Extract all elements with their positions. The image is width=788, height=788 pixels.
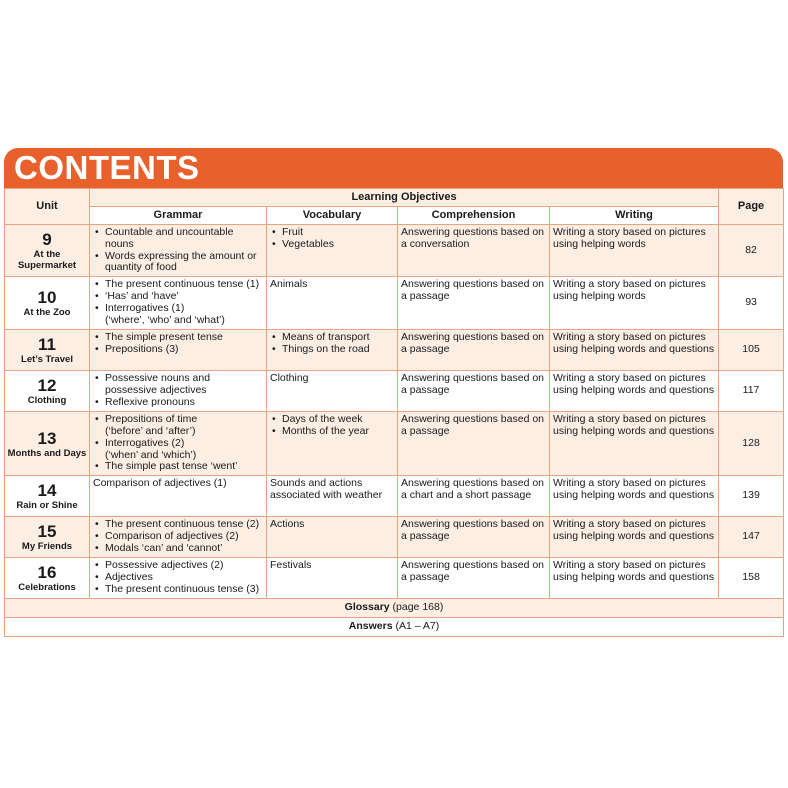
grammar-cell-item: • The simple present tense (105, 332, 263, 344)
writing-cell: Writing a story based on pictures using helping words and questions (550, 517, 719, 558)
comprehension-cell: Answering questions based on a chart and a short passage (398, 476, 550, 517)
unit-cell (5, 330, 90, 371)
vocabulary-cell (267, 277, 398, 330)
grammar-cell-item: • Possessive adjectives (2) (105, 560, 263, 572)
unit-row (5, 225, 784, 277)
unit-cell (5, 371, 90, 412)
grammar-cell (90, 225, 267, 277)
writing-cell: Writing a story based on pictures using helping words and questions (550, 330, 719, 371)
contents-table (4, 188, 784, 637)
header-grammar: Grammar (90, 207, 267, 225)
grammar-cell-list (93, 414, 263, 473)
unit-cell (5, 277, 90, 330)
vocabulary-cell (267, 330, 398, 371)
vocabulary-cell-text: Clothing (270, 372, 309, 385)
grammar-cell-item: • ‘Has’ and ‘have’ (105, 291, 263, 303)
grammar-cell (90, 558, 267, 599)
vocabulary-cell-list (270, 332, 394, 356)
unit-row (5, 277, 784, 330)
vocabulary-cell (267, 225, 398, 277)
grammar-cell-item: • Interrogatives (1) (105, 303, 263, 315)
page-number: 105 (719, 330, 784, 371)
unit-row (5, 558, 784, 599)
unit-name: Rain or Shine (16, 500, 78, 512)
grammar-cell-item: • Adjectives (105, 572, 263, 584)
header-writing: Writing (550, 207, 719, 225)
grammar-cell-item: • The present continuous tense (3) (105, 584, 263, 596)
vocabulary-cell-list (270, 227, 394, 251)
answers-detail: (A1 – A7) (395, 620, 440, 633)
vocabulary-cell-item: • Means of transport (282, 332, 394, 344)
grammar-cell (90, 330, 267, 371)
contents-panel (4, 148, 783, 637)
comprehension-cell: Answering questions based on a passage (398, 371, 550, 412)
comprehension-cell: Answering questions based on a conversation (398, 225, 550, 277)
grammar-cell-item: • The present continuous tense (1) (105, 279, 263, 291)
page-number: 128 (719, 412, 784, 476)
page-number: 117 (719, 371, 784, 412)
glossary-label: Glossary (344, 601, 390, 614)
unit-number: 16 (37, 563, 57, 583)
unit-cell (5, 558, 90, 599)
vocabulary-cell (267, 476, 398, 517)
glossary-detail: (page 168) (392, 601, 444, 614)
answers-cell (5, 618, 784, 637)
comprehension-cell: Answering questions based on a passage (398, 517, 550, 558)
writing-cell: Writing a story based on pictures using helping words and questions (550, 558, 719, 599)
grammar-cell-list (93, 373, 263, 408)
grammar-cell-item: • Countable and uncountable nouns (105, 227, 263, 251)
grammar-cell-list (93, 279, 263, 326)
unit-row (5, 330, 784, 371)
comprehension-cell: Answering questions based on a passage (398, 330, 550, 371)
header-vocabulary: Vocabulary (267, 207, 398, 225)
unit-number: 11 (38, 335, 56, 355)
glossary-cell (5, 599, 784, 618)
unit-row (5, 412, 784, 476)
vocabulary-cell-text: Festivals (270, 559, 312, 572)
header-page: Page (719, 189, 784, 225)
answers-row (5, 618, 784, 637)
unit-number: 12 (37, 376, 57, 396)
comprehension-cell: Answering questions based on a passage (398, 277, 550, 330)
page-number: 147 (719, 517, 784, 558)
grammar-cell-item: • Comparison of adjectives (2) (105, 531, 263, 543)
vocabulary-cell-item: • Things on the road (282, 344, 394, 356)
header-row-sub (5, 207, 784, 225)
unit-row (5, 476, 784, 517)
vocabulary-cell-item: • Days of the week (282, 414, 394, 426)
vocabulary-cell-item: • Fruit (282, 227, 394, 239)
grammar-cell-item: • Interrogatives (2) (105, 438, 263, 450)
header-row-top (5, 189, 784, 207)
grammar-cell (90, 517, 267, 558)
unit-cell (5, 517, 90, 558)
unit-name: At the Zoo (23, 307, 71, 319)
unit-number: 9 (42, 230, 52, 250)
header-learning-objectives: Learning Objectives (90, 189, 719, 207)
grammar-cell (90, 371, 267, 412)
writing-cell: Writing a story based on pictures using helping words (550, 225, 719, 277)
grammar-cell-item: • The present continuous tense (2) (105, 519, 263, 531)
unit-row (5, 517, 784, 558)
unit-row (5, 371, 784, 412)
vocabulary-cell (267, 371, 398, 412)
answers-label: Answers (348, 620, 393, 633)
vocabulary-cell-text: Animals (270, 278, 308, 291)
grammar-cell-item: (‘when’ and ‘which’) (105, 448, 197, 461)
header-comprehension: Comprehension (398, 207, 550, 225)
unit-number: 13 (37, 428, 57, 448)
unit-cell (5, 476, 90, 517)
unit-cell (5, 225, 90, 277)
grammar-cell-item: (‘where’, ‘who’ and ‘what’) (105, 313, 225, 326)
page-number: 158 (719, 558, 784, 599)
page-title: CONTENTS (14, 149, 200, 186)
writing-cell: Writing a story based on pictures using helping words and questions (550, 412, 719, 476)
header-unit: Unit (5, 189, 90, 225)
grammar-cell-item: • Modals ‘can’ and ‘cannot’ (105, 543, 263, 555)
unit-name: Clothing (27, 395, 67, 407)
writing-cell: Writing a story based on pictures using helping words and questions (550, 476, 719, 517)
grammar-cell-item: • Possessive nouns and possessive adjectives (105, 373, 263, 397)
vocabulary-cell-item: • Months of the year (282, 426, 394, 438)
grammar-cell-list (93, 519, 263, 554)
comprehension-cell: Answering questions based on a passage (398, 412, 550, 476)
unit-rows (5, 225, 784, 599)
unit-name: Celebrations (18, 582, 76, 594)
grammar-cell-item: • Prepositions of time (105, 414, 263, 426)
vocabulary-cell (267, 517, 398, 558)
unit-name: At the Supermarket (17, 249, 77, 272)
grammar-cell (90, 412, 267, 476)
unit-cell (5, 412, 90, 476)
grammar-cell (90, 476, 267, 517)
grammar-cell-list (93, 560, 263, 595)
page-number: 93 (719, 277, 784, 330)
writing-cell: Writing a story based on pictures using helping words (550, 277, 719, 330)
vocabulary-cell (267, 412, 398, 476)
vocabulary-cell-list (270, 414, 394, 438)
grammar-cell-item: • Reflexive pronouns (105, 397, 263, 409)
glossary-row (5, 599, 784, 618)
vocabulary-cell-text: Actions (270, 518, 305, 531)
vocabulary-cell-text: Sounds and actions associated with weather (270, 477, 383, 501)
page-number: 139 (719, 476, 784, 517)
unit-number: 10 (37, 288, 57, 308)
grammar-cell-list (93, 332, 263, 356)
grammar-cell (90, 277, 267, 330)
unit-number: 14 (37, 481, 57, 501)
unit-name: Let’s Travel (21, 354, 73, 366)
grammar-cell-item: • Words expressing the amount or quantity of food (105, 251, 263, 275)
vocabulary-cell (267, 558, 398, 599)
grammar-cell-item: • The simple past tense ‘went’ (105, 461, 263, 473)
grammar-cell-item: • Prepositions (3) (105, 344, 263, 356)
grammar-cell-item: (‘before’ and ‘after’) (105, 424, 196, 437)
unit-name: My Friends (21, 541, 73, 553)
unit-number: 15 (37, 522, 57, 542)
page-number: 82 (719, 225, 784, 277)
grammar-cell-text: Comparison of adjectives (1) (93, 477, 227, 490)
grammar-cell-list (93, 227, 263, 274)
comprehension-cell: Answering questions based on a passage (398, 558, 550, 599)
vocabulary-cell-item: • Vegetables (282, 239, 394, 251)
unit-name: Months and Days (7, 447, 87, 459)
writing-cell: Writing a story based on pictures using helping words and questions (550, 371, 719, 412)
contents-title-bar (4, 148, 783, 188)
